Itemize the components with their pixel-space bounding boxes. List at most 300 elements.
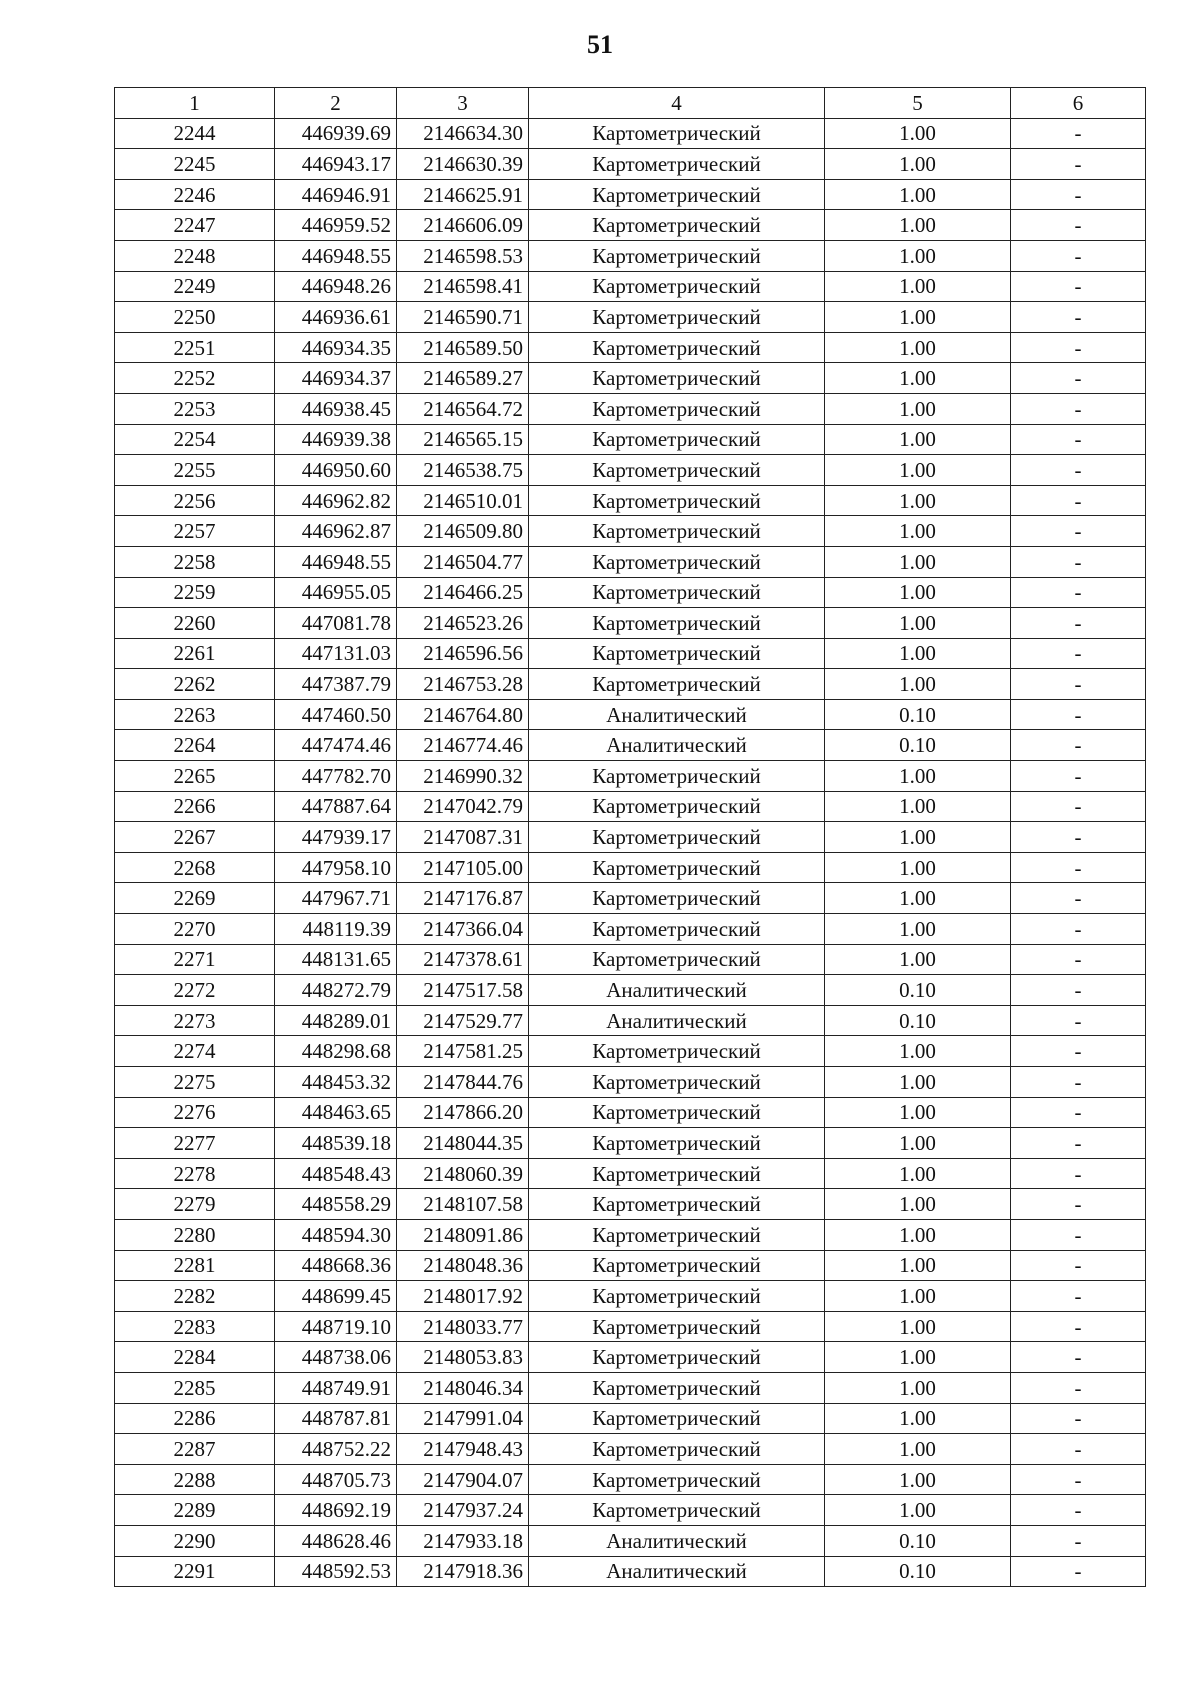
point-number-cell: 2281 — [115, 1250, 275, 1281]
point-number-cell: 2244 — [115, 118, 275, 149]
accuracy-cell: 0.10 — [825, 1556, 1011, 1587]
method-cell: Картометрический — [529, 363, 825, 394]
accuracy-cell: 1.00 — [825, 393, 1011, 424]
table-row — [115, 363, 1146, 394]
note-cell: - — [1011, 393, 1146, 424]
point-number-cell: 2270 — [115, 914, 275, 945]
accuracy-cell: 1.00 — [825, 332, 1011, 363]
method-cell: Картометрический — [529, 883, 825, 914]
note-cell: - — [1011, 852, 1146, 883]
x-coordinate-cell: 448787.81 — [275, 1403, 397, 1434]
point-number-cell: 2251 — [115, 332, 275, 363]
note-cell: - — [1011, 485, 1146, 516]
y-coordinate-cell: 2148053.83 — [397, 1342, 529, 1373]
method-cell: Картометрический — [529, 791, 825, 822]
x-coordinate-cell: 447939.17 — [275, 822, 397, 853]
point-number-cell: 2284 — [115, 1342, 275, 1373]
note-cell: - — [1011, 332, 1146, 363]
note-cell: - — [1011, 761, 1146, 792]
table-row — [115, 669, 1146, 700]
accuracy-cell: 1.00 — [825, 1250, 1011, 1281]
note-cell: - — [1011, 118, 1146, 149]
table-row — [115, 302, 1146, 333]
table-row — [115, 1005, 1146, 1036]
x-coordinate-cell: 448592.53 — [275, 1556, 397, 1587]
accuracy-cell: 0.10 — [825, 1005, 1011, 1036]
table-row — [115, 1372, 1146, 1403]
y-coordinate-cell: 2147948.43 — [397, 1434, 529, 1465]
note-cell: - — [1011, 730, 1146, 761]
table-row — [115, 179, 1146, 210]
y-coordinate-cell: 2146596.56 — [397, 638, 529, 669]
table-body — [115, 118, 1146, 1587]
note-cell: - — [1011, 455, 1146, 486]
method-cell: Картометрический — [529, 1097, 825, 1128]
note-cell: - — [1011, 1311, 1146, 1342]
point-number-cell: 2289 — [115, 1495, 275, 1526]
accuracy-cell: 1.00 — [825, 638, 1011, 669]
x-coordinate-cell: 448539.18 — [275, 1128, 397, 1159]
note-cell: - — [1011, 179, 1146, 210]
y-coordinate-cell: 2146590.71 — [397, 302, 529, 333]
accuracy-cell: 1.00 — [825, 485, 1011, 516]
x-coordinate-cell: 447887.64 — [275, 791, 397, 822]
table-row — [115, 546, 1146, 577]
table-row — [115, 577, 1146, 608]
table-row — [115, 1311, 1146, 1342]
table-row — [115, 271, 1146, 302]
method-cell: Картометрический — [529, 332, 825, 363]
x-coordinate-cell: 448738.06 — [275, 1342, 397, 1373]
point-number-cell: 2272 — [115, 975, 275, 1006]
point-number-cell: 2286 — [115, 1403, 275, 1434]
x-coordinate-cell: 446948.55 — [275, 546, 397, 577]
note-cell: - — [1011, 1036, 1146, 1067]
x-coordinate-cell: 447958.10 — [275, 852, 397, 883]
method-cell: Картометрический — [529, 1495, 825, 1526]
x-coordinate-cell: 446948.55 — [275, 240, 397, 271]
table-row — [115, 1250, 1146, 1281]
table-row — [115, 393, 1146, 424]
method-cell: Картометрический — [529, 393, 825, 424]
y-coordinate-cell: 2147866.20 — [397, 1097, 529, 1128]
point-number-cell: 2263 — [115, 699, 275, 730]
accuracy-cell: 0.10 — [825, 1525, 1011, 1556]
point-number-cell: 2288 — [115, 1464, 275, 1495]
method-cell: Картометрический — [529, 1372, 825, 1403]
point-number-cell: 2291 — [115, 1556, 275, 1587]
accuracy-cell: 1.00 — [825, 546, 1011, 577]
note-cell: - — [1011, 883, 1146, 914]
y-coordinate-cell: 2146630.39 — [397, 149, 529, 180]
note-cell: - — [1011, 1158, 1146, 1189]
note-cell: - — [1011, 975, 1146, 1006]
note-cell: - — [1011, 669, 1146, 700]
y-coordinate-cell: 2147991.04 — [397, 1403, 529, 1434]
note-cell: - — [1011, 577, 1146, 608]
accuracy-cell: 1.00 — [825, 210, 1011, 241]
accuracy-cell: 1.00 — [825, 883, 1011, 914]
table-row — [115, 638, 1146, 669]
method-cell: Аналитический — [529, 1005, 825, 1036]
method-cell: Картометрический — [529, 1311, 825, 1342]
y-coordinate-cell: 2147042.79 — [397, 791, 529, 822]
accuracy-cell: 1.00 — [825, 1128, 1011, 1159]
accuracy-cell: 1.00 — [825, 179, 1011, 210]
accuracy-cell: 1.00 — [825, 455, 1011, 486]
point-number-cell: 2269 — [115, 883, 275, 914]
accuracy-cell: 1.00 — [825, 1495, 1011, 1526]
accuracy-cell: 1.00 — [825, 1372, 1011, 1403]
note-cell: - — [1011, 1372, 1146, 1403]
y-coordinate-cell: 2147378.61 — [397, 944, 529, 975]
y-coordinate-cell: 2147087.31 — [397, 822, 529, 853]
table-row — [115, 516, 1146, 547]
method-cell: Картометрический — [529, 424, 825, 455]
point-number-cell: 2253 — [115, 393, 275, 424]
y-coordinate-cell: 2146598.41 — [397, 271, 529, 302]
x-coordinate-cell: 446946.91 — [275, 179, 397, 210]
y-coordinate-cell: 2146606.09 — [397, 210, 529, 241]
y-coordinate-cell: 2147918.36 — [397, 1556, 529, 1587]
method-cell: Картометрический — [529, 1403, 825, 1434]
method-cell: Картометрический — [529, 1067, 825, 1098]
note-cell: - — [1011, 516, 1146, 547]
y-coordinate-cell: 2148044.35 — [397, 1128, 529, 1159]
accuracy-cell: 1.00 — [825, 1158, 1011, 1189]
y-coordinate-cell: 2146990.32 — [397, 761, 529, 792]
method-cell: Картометрический — [529, 822, 825, 853]
table-row — [115, 1403, 1146, 1434]
column-header: 3 — [397, 88, 529, 119]
table-row — [115, 791, 1146, 822]
y-coordinate-cell: 2147517.58 — [397, 975, 529, 1006]
x-coordinate-cell: 447460.50 — [275, 699, 397, 730]
table-row — [115, 1067, 1146, 1098]
table-row — [115, 822, 1146, 853]
x-coordinate-cell: 448558.29 — [275, 1189, 397, 1220]
point-number-cell: 2261 — [115, 638, 275, 669]
accuracy-cell: 1.00 — [825, 852, 1011, 883]
accuracy-cell: 1.00 — [825, 1281, 1011, 1312]
accuracy-cell: 1.00 — [825, 149, 1011, 180]
table-row — [115, 149, 1146, 180]
y-coordinate-cell: 2147904.07 — [397, 1464, 529, 1495]
point-number-cell: 2258 — [115, 546, 275, 577]
point-number-cell: 2266 — [115, 791, 275, 822]
table-row — [115, 424, 1146, 455]
note-cell: - — [1011, 302, 1146, 333]
method-cell: Аналитический — [529, 699, 825, 730]
y-coordinate-cell: 2146504.77 — [397, 546, 529, 577]
accuracy-cell: 1.00 — [825, 1342, 1011, 1373]
note-cell: - — [1011, 1403, 1146, 1434]
note-cell: - — [1011, 1128, 1146, 1159]
point-number-cell: 2247 — [115, 210, 275, 241]
accuracy-cell: 1.00 — [825, 118, 1011, 149]
y-coordinate-cell: 2148091.86 — [397, 1219, 529, 1250]
table-row — [115, 1434, 1146, 1465]
note-cell: - — [1011, 1525, 1146, 1556]
table-row — [115, 1342, 1146, 1373]
method-cell: Картометрический — [529, 179, 825, 210]
note-cell: - — [1011, 240, 1146, 271]
table-row — [115, 1556, 1146, 1587]
point-number-cell: 2255 — [115, 455, 275, 486]
point-number-cell: 2259 — [115, 577, 275, 608]
y-coordinate-cell: 2146538.75 — [397, 455, 529, 486]
method-cell: Картометрический — [529, 1250, 825, 1281]
x-coordinate-cell: 448752.22 — [275, 1434, 397, 1465]
table-row — [115, 1525, 1146, 1556]
method-cell: Картометрический — [529, 455, 825, 486]
note-cell: - — [1011, 546, 1146, 577]
note-cell: - — [1011, 944, 1146, 975]
point-number-cell: 2285 — [115, 1372, 275, 1403]
method-cell: Аналитический — [529, 1556, 825, 1587]
y-coordinate-cell: 2146634.30 — [397, 118, 529, 149]
note-cell: - — [1011, 363, 1146, 394]
point-number-cell: 2245 — [115, 149, 275, 180]
note-cell: - — [1011, 791, 1146, 822]
note-cell: - — [1011, 822, 1146, 853]
method-cell: Картометрический — [529, 638, 825, 669]
accuracy-cell: 1.00 — [825, 1189, 1011, 1220]
accuracy-cell: 1.00 — [825, 1434, 1011, 1465]
point-number-cell: 2282 — [115, 1281, 275, 1312]
accuracy-cell: 1.00 — [825, 1036, 1011, 1067]
table-row — [115, 608, 1146, 639]
column-header: 2 — [275, 88, 397, 119]
y-coordinate-cell: 2148048.36 — [397, 1250, 529, 1281]
y-coordinate-cell: 2146625.91 — [397, 179, 529, 210]
x-coordinate-cell: 446948.26 — [275, 271, 397, 302]
method-cell: Картометрический — [529, 1036, 825, 1067]
method-cell: Картометрический — [529, 546, 825, 577]
accuracy-cell: 1.00 — [825, 791, 1011, 822]
point-number-cell: 2254 — [115, 424, 275, 455]
table-row — [115, 975, 1146, 1006]
method-cell: Картометрический — [529, 669, 825, 700]
x-coordinate-cell: 448628.46 — [275, 1525, 397, 1556]
table-row — [115, 332, 1146, 363]
accuracy-cell: 1.00 — [825, 1464, 1011, 1495]
x-coordinate-cell: 448692.19 — [275, 1495, 397, 1526]
method-cell: Картометрический — [529, 1342, 825, 1373]
note-cell: - — [1011, 1005, 1146, 1036]
y-coordinate-cell: 2147176.87 — [397, 883, 529, 914]
note-cell: - — [1011, 1219, 1146, 1250]
y-coordinate-cell: 2146510.01 — [397, 485, 529, 516]
table-row — [115, 1128, 1146, 1159]
accuracy-cell: 1.00 — [825, 761, 1011, 792]
table-row — [115, 1281, 1146, 1312]
method-cell: Картометрический — [529, 210, 825, 241]
point-number-cell: 2274 — [115, 1036, 275, 1067]
point-number-cell: 2250 — [115, 302, 275, 333]
table-row — [115, 1158, 1146, 1189]
column-header: 5 — [825, 88, 1011, 119]
accuracy-cell: 1.00 — [825, 914, 1011, 945]
note-cell: - — [1011, 608, 1146, 639]
table-row — [115, 944, 1146, 975]
table-row — [115, 699, 1146, 730]
accuracy-cell: 1.00 — [825, 944, 1011, 975]
x-coordinate-cell: 446962.82 — [275, 485, 397, 516]
x-coordinate-cell: 446950.60 — [275, 455, 397, 486]
table-row — [115, 730, 1146, 761]
point-number-cell: 2283 — [115, 1311, 275, 1342]
method-cell: Картометрический — [529, 608, 825, 639]
table-row — [115, 852, 1146, 883]
note-cell: - — [1011, 210, 1146, 241]
y-coordinate-cell: 2146753.28 — [397, 669, 529, 700]
point-number-cell: 2271 — [115, 944, 275, 975]
note-cell: - — [1011, 1464, 1146, 1495]
y-coordinate-cell: 2148017.92 — [397, 1281, 529, 1312]
table-row — [115, 455, 1146, 486]
method-cell: Картометрический — [529, 271, 825, 302]
y-coordinate-cell: 2146564.72 — [397, 393, 529, 424]
y-coordinate-cell: 2147937.24 — [397, 1495, 529, 1526]
method-cell: Картометрический — [529, 1464, 825, 1495]
accuracy-cell: 0.10 — [825, 699, 1011, 730]
x-coordinate-cell: 448548.43 — [275, 1158, 397, 1189]
method-cell: Картометрический — [529, 914, 825, 945]
y-coordinate-cell: 2146523.26 — [397, 608, 529, 639]
column-header: 6 — [1011, 88, 1146, 119]
x-coordinate-cell: 447387.79 — [275, 669, 397, 700]
x-coordinate-cell: 447967.71 — [275, 883, 397, 914]
y-coordinate-cell: 2146774.46 — [397, 730, 529, 761]
y-coordinate-cell: 2146589.27 — [397, 363, 529, 394]
y-coordinate-cell: 2146764.80 — [397, 699, 529, 730]
accuracy-cell: 1.00 — [825, 1097, 1011, 1128]
column-header: 4 — [529, 88, 825, 119]
y-coordinate-cell: 2146466.25 — [397, 577, 529, 608]
method-cell: Картометрический — [529, 516, 825, 547]
accuracy-cell: 0.10 — [825, 730, 1011, 761]
y-coordinate-cell: 2148107.58 — [397, 1189, 529, 1220]
accuracy-cell: 0.10 — [825, 975, 1011, 1006]
accuracy-cell: 1.00 — [825, 822, 1011, 853]
method-cell: Картометрический — [529, 852, 825, 883]
note-cell: - — [1011, 1495, 1146, 1526]
table-row — [115, 914, 1146, 945]
method-cell: Аналитический — [529, 1525, 825, 1556]
point-number-cell: 2264 — [115, 730, 275, 761]
x-coordinate-cell: 448668.36 — [275, 1250, 397, 1281]
page-number: 51 — [587, 30, 613, 59]
column-header: 1 — [115, 88, 275, 119]
y-coordinate-cell: 2146565.15 — [397, 424, 529, 455]
accuracy-cell: 1.00 — [825, 577, 1011, 608]
point-number-cell: 2256 — [115, 485, 275, 516]
x-coordinate-cell: 448453.32 — [275, 1067, 397, 1098]
y-coordinate-cell: 2147105.00 — [397, 852, 529, 883]
accuracy-cell: 1.00 — [825, 240, 1011, 271]
point-number-cell: 2252 — [115, 363, 275, 394]
method-cell: Картометрический — [529, 1128, 825, 1159]
y-coordinate-cell: 2148046.34 — [397, 1372, 529, 1403]
x-coordinate-cell: 448119.39 — [275, 914, 397, 945]
method-cell: Картометрический — [529, 577, 825, 608]
table-row — [115, 1097, 1146, 1128]
x-coordinate-cell: 447782.70 — [275, 761, 397, 792]
x-coordinate-cell: 448131.65 — [275, 944, 397, 975]
y-coordinate-cell: 2147529.77 — [397, 1005, 529, 1036]
method-cell: Картометрический — [529, 302, 825, 333]
note-cell: - — [1011, 1281, 1146, 1312]
point-number-cell: 2280 — [115, 1219, 275, 1250]
coordinates-table — [114, 87, 1146, 1587]
method-cell: Картометрический — [529, 485, 825, 516]
y-coordinate-cell: 2147933.18 — [397, 1525, 529, 1556]
table-row — [115, 1189, 1146, 1220]
accuracy-cell: 1.00 — [825, 1403, 1011, 1434]
point-number-cell: 2287 — [115, 1434, 275, 1465]
x-coordinate-cell: 446939.69 — [275, 118, 397, 149]
table-row — [115, 485, 1146, 516]
method-cell: Аналитический — [529, 975, 825, 1006]
method-cell: Картометрический — [529, 761, 825, 792]
y-coordinate-cell: 2146598.53 — [397, 240, 529, 271]
x-coordinate-cell: 448699.45 — [275, 1281, 397, 1312]
note-cell: - — [1011, 149, 1146, 180]
point-number-cell: 2249 — [115, 271, 275, 302]
point-number-cell: 2278 — [115, 1158, 275, 1189]
x-coordinate-cell: 447131.03 — [275, 638, 397, 669]
table-row — [115, 1219, 1146, 1250]
x-coordinate-cell: 446959.52 — [275, 210, 397, 241]
table-row — [115, 240, 1146, 271]
table-row — [115, 210, 1146, 241]
x-coordinate-cell: 446934.37 — [275, 363, 397, 394]
x-coordinate-cell: 446962.87 — [275, 516, 397, 547]
point-number-cell: 2277 — [115, 1128, 275, 1159]
accuracy-cell: 1.00 — [825, 1219, 1011, 1250]
point-number-cell: 2262 — [115, 669, 275, 700]
y-coordinate-cell: 2146589.50 — [397, 332, 529, 363]
accuracy-cell: 1.00 — [825, 516, 1011, 547]
table-row — [115, 118, 1146, 149]
y-coordinate-cell: 2147366.04 — [397, 914, 529, 945]
x-coordinate-cell: 447474.46 — [275, 730, 397, 761]
note-cell: - — [1011, 638, 1146, 669]
point-number-cell: 2260 — [115, 608, 275, 639]
note-cell: - — [1011, 914, 1146, 945]
x-coordinate-cell: 446943.17 — [275, 149, 397, 180]
note-cell: - — [1011, 271, 1146, 302]
point-number-cell: 2275 — [115, 1067, 275, 1098]
x-coordinate-cell: 448298.68 — [275, 1036, 397, 1067]
method-cell: Аналитический — [529, 730, 825, 761]
table-row — [115, 1495, 1146, 1526]
point-number-cell: 2257 — [115, 516, 275, 547]
note-cell: - — [1011, 699, 1146, 730]
x-coordinate-cell: 446939.38 — [275, 424, 397, 455]
x-coordinate-cell: 448719.10 — [275, 1311, 397, 1342]
note-cell: - — [1011, 1556, 1146, 1587]
point-number-cell: 2276 — [115, 1097, 275, 1128]
point-number-cell: 2290 — [115, 1525, 275, 1556]
accuracy-cell: 1.00 — [825, 608, 1011, 639]
note-cell: - — [1011, 1189, 1146, 1220]
x-coordinate-cell: 448705.73 — [275, 1464, 397, 1495]
note-cell: - — [1011, 1434, 1146, 1465]
method-cell: Картометрический — [529, 944, 825, 975]
y-coordinate-cell: 2146509.80 — [397, 516, 529, 547]
